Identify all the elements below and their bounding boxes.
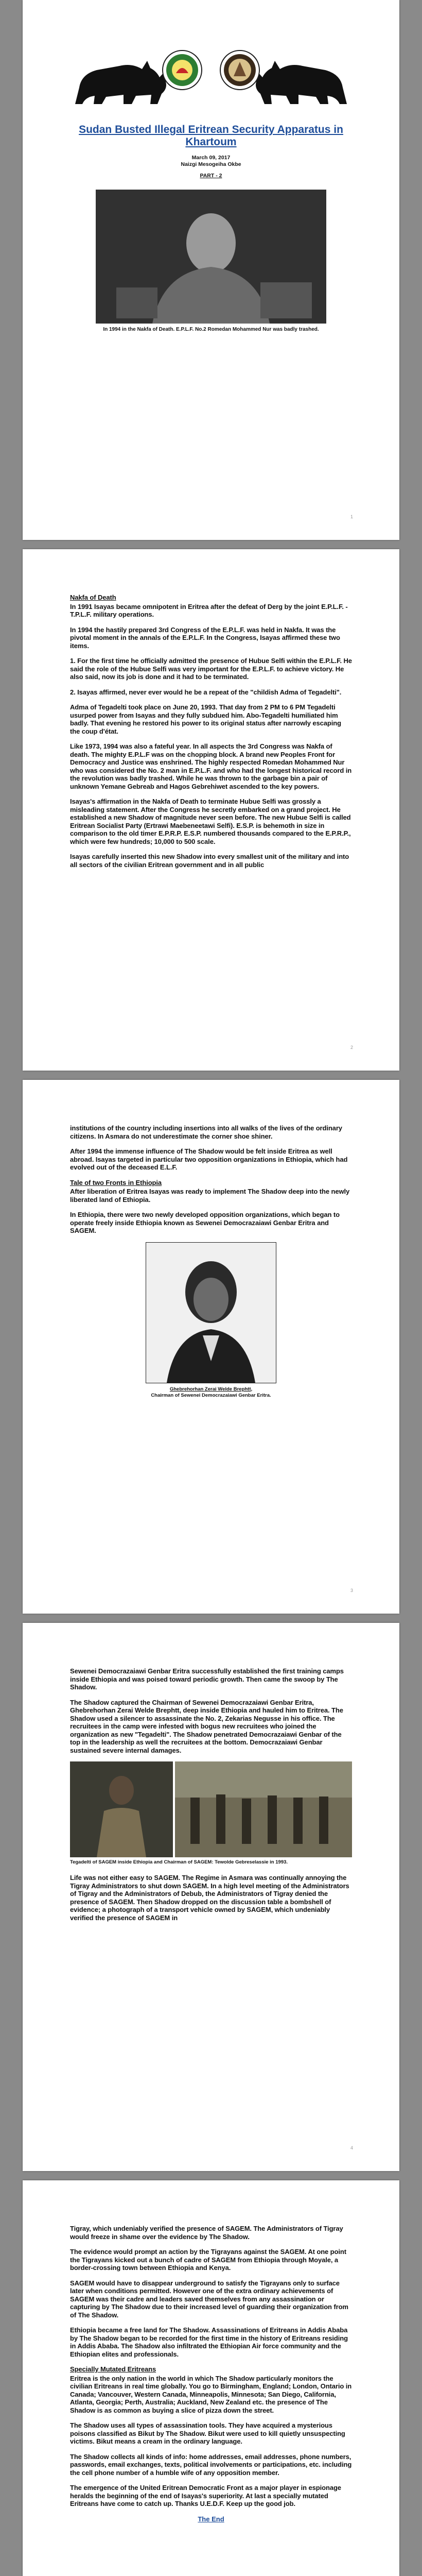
paragraph: Eritrea is the only nation in the world in which The Shadow particularly monitors the civilian Eritreans in real time globally. You go to Birmingham, England; London, Ontario in Canada; Vancouver, Western Canada, Minneapolis, Minnesota; San Diego, California, Atlanta, Georgia; Perth, Australia; Auckland, New Zealand etc. the presence of The Shadow is as common as buying a slice of pizza down the street. [70,2374,352,2414]
paragraph: In 1994 the hastily prepared 3rd Congress of the E.P.L.F. was held in Nakfa. It was the pivotal moment in the annals of the E.P.L.F. In the Congress, Isayas affirmed these two items. [70,625,340,650]
paragraph: 1. For the first time he officially admitted the presence of Hubue Selfi within the E.P.L.F. He said the role of the Hubue Selfi was very important for the E.P.L.F. to achieve victory. He also said, now its job is done and it had to be terminated. [70,657,352,681]
paragraph: Adma of Tegadelti took place on June 20, 1993. That day from 2 PM to 6 PM Tegadelti usurped power from Isayas and they fully subdued him. Abo-Tegadelti humiliated him badly. That evening he restored his power to its original status after narrowly escaping the coup d'état. [70,703,341,735]
photo4-caption: Tegadelti of SAGEM inside Ethiopia and Chairman of SAGEM: Tewolde Gebreselassie in 1993. [70,1859,288,1865]
the-end: The End [198,2515,224,2523]
paragraph: In 1991 Isayas became omnipotent in Eritrea after the defeat of Derg by the joint E.P.L.F. - T.P.L.F. military operations. [70,602,348,618]
paragraph: Isayas's affirmation in the Nakfa of Death to terminate Hubue Selfi was grossly a misleading statement. After the Congress he secretly embarked on a grand project. He established a new Shadow of magnitude never seen before. The new Hubue Selfi is called Eritrean Socialist Party (Ertrawi Maebeneetawi Selfi). E.S.P. is behemoth in size in comparison to the old timer E.P.R.P. E.S.P. numbered thousands compared to the E.P.R.P., which were few hundreds; 10,000 to 500 scale. [70,798,351,845]
page-number: 2 [350,1045,353,1050]
section-heading-mutated: Specially Mutated Eritreans [70,2365,156,2373]
page-number: 1 [350,514,353,519]
photo3-caption-line2: Chairman of Sewenei Democrazaiawi Genbar Eritra. [151,1392,271,1398]
photo3-caption [70,1386,352,1399]
photo-romedan [96,190,326,324]
paragraph: After liberation of Eritrea Isayas was ready to implement The Shadow deep into the newly liberated land of Ethiopia. [70,1188,350,1204]
paragraph: The emergence of the United Eritrean Democratic Front as a major player in espionage heralds the beginning of the end of Isayas's superiority. At last a specially mutated Eritreans have come to catch up. Thanks U.E.D.F. Keep up the good job. [70,2484,341,2507]
page-number: 4 [350,2145,353,2150]
paragraph: Like 1973, 1994 was also a fateful year. In all aspects the 3rd Congress was Nakfa of death. The mighty E.P.L.F was on the chopping block. A brand new Peoples Front for Democracy and Justice was enshrined. The highly respected Romedan Mohammed Nur who was considered the No. 2 man in E.P.L.F. and who had the longest historical record in the revolution was badly trashed. While he was thrown to the garbage bin a pair of unknown Yemane Gebreab and Hagos Gebrehiwet ascended to the key powers. [70,742,352,790]
photo-ghebrehorhan [146,1242,276,1383]
paragraph: Sewenei Democrazaiawi Genbar Eritra successfully established the first training camps inside Ethiopia and was poised toward periodic growth. Then came the swoop by The Shadow. [70,1667,344,1691]
photo-sagem [70,1761,352,1857]
paragraph: Tigray, which undeniably verified the presence of SAGEM. The Administrators of Tigray would freeze in shame over the evidence by The Shadow. [70,2225,343,2241]
paragraph: After 1994 the immense influence of The Shadow would be felt inside Eritrea as well abroad. Isayas targeted in particular two opposition organizations in Ethiopia, which had evolved out of the deceased E.L.F. [70,1147,348,1171]
paragraph: The Shadow uses all types of assassination tools. They have acquired a mysterious poisons classified as Bikut by The Shadow. Bikut were used to kill quietly unsuspecting victims. Bikut means a cream in the ordinary language. [70,2421,345,2445]
emblem-right-icon [220,50,259,90]
article-title: Sudan Busted Illegal Eritrean Security Apparatus in Khartoum [79,124,343,148]
document-page-1 [23,0,399,540]
paragraph: In Ethiopia, there were two newly developed opposition organizations, which began to operate freely inside Ethiopia known as Sewenei Democrazaiawi Genbar Eritra and SAGEM. [70,1211,340,1234]
paragraph: The evidence would prompt an action by the Tigrayans against the SAGEM. At one point the Tigrayans kicked out a bunch of cadre of SAGEM from Ethiopia through Moyale, a border-crossing town between Ethiopia and Kenya. [70,2248,346,2272]
paragraph: institutions of the country including insertions into all walks of the lives of the ordinary citizens. In Asmara do not underestimate the corner shoe shiner. [70,1124,342,1140]
article-author: Naizgi Mesogeiha Okbe [181,161,241,167]
rhino-right-icon [254,61,347,104]
section-heading-nakfa: Nakfa of Death [70,594,116,601]
photo1-caption: In 1994 in the Nakfa of Death. E.P.L.F. No.2 Romedan Mohammed Nur was badly trashed. [103,327,319,332]
section-heading-two-fronts: Tale of two Fronts in Ethiopia [70,1178,162,1187]
paragraph: The Shadow collects all kinds of info: home addresses, email addresses, phone numbers, passwords, email exchanges, texts, political involvements or participations, etc. including the cell phone number of a humble wife of any opposition member. [70,2452,352,2477]
document-page-3 [23,1080,399,1614]
document-page-4 [23,1623,399,2171]
paragraph: The Shadow captured the Chairman of Sewenei Democrazaiawi Genbar Eritra, Ghebrehorhan Zerai Welde Brephtt, deep inside Ethiopia and hauled him to Eritrea. The Shadow used a silencer to assassinate the No. 2, Zekarias Negusse in his office. The recruitees in the camp were infested with bogus new recruitees who joined the organization as new "Tegadelti". The Shadow penetrated Democrazaiawi Genbar of the top in the leadership as well the recruitees at the bottom. Democrazaiawi Genbar sustained severe internal damages. [70,1698,343,1754]
article-date: March 09, 2017 [191,155,231,161]
paragraph: Ethiopia became a free land for The Shadow. Assassinations of Eritreans in Addis Ababa by The Shadow began to be recorded for the first time in the history of Eritreans residing in Addis Ababa. The Shadow also infiltrated the Ethiopian Air force community and the Ethiopian elites and professionals. [70,2326,348,2358]
emblem-left-icon [163,50,202,90]
byline [70,155,352,179]
paragraph: Life was not either easy to SAGEM. The Regime in Asmara was continually annoying the Tigray Administrators to shut down SAGEM. In a high level meeting of the Administrators of Tigray and the Administrators of Debub, the Administrators of Tigray denied the presence of SAGEM. Then Shadow dropped on the discussion table a bombshell of evidence; a photograph of a transport vehicle owned by SAGEM, which undeniably verified the presence of SAGEM in [70,1874,349,1922]
page-number: 3 [350,1588,353,1593]
article-part: PART - 2 [200,173,222,179]
document-page-5 [23,2180,399,2576]
photo-sagem-fighters [175,1761,352,1857]
paragraph: SAGEM would have to disappear underground to satisfy the Tigrayans only to surface later when conditions permitted. However one of the extra ordinary achievements of SAGEM was their cadre and leaders saved themselves from any assassination or capturing by The Shadow due to their increased level of guarding their organization from of The Shadow. [70,2279,348,2319]
photo3-caption-line1: Ghebrehorhan Zerai Welde Brephtt, [169,1386,253,1392]
photo-sagem-chairman [70,1761,173,1857]
rhino-left-icon [75,61,168,104]
document-page-2 [23,549,399,1071]
paragraph: Isayas carefully inserted this new Shadow into every smallest unit of the military and into all sectors of the civilian Eritrean government and in all public [70,853,349,869]
paragraph: 2. Isayas affirmed, never ever would he be a repeat of the "childish Adma of Tegadelti". [70,688,342,696]
header-banner [70,47,352,109]
